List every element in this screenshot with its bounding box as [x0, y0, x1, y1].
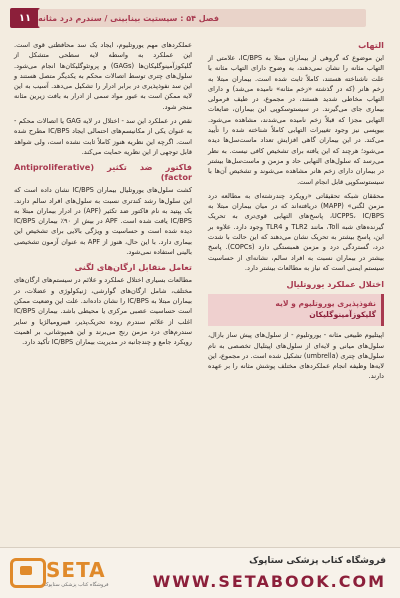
page-number: ۱۱	[10, 8, 40, 28]
footer-banner	[0, 547, 400, 598]
paragraph: عملکردهای مهم یوروتلیوم، ایجاد یک سد محافظتی قوی است. این عملکرد به واسطه لایه سطحی متشکل از گلیکوزآمینوگلیکان‌ها (GAGs) و پروتئوگلیکان‌ها انجام می‌شود. سلول‌های چتری توسط اتصالات محکم به یکدیگر متصل هستند و این سد نفوذپذیری در برابر ادرار را تشکیل می‌دهد. آسیب به این لایه ممکن است به عبور مواد سمی از ادرار به بافت زیرین مثانه منجر شود.	[14, 41, 192, 111]
logo-subtitle: فروشگاه کتاب پزشکی ستاپوک	[44, 582, 109, 588]
page-header	[0, 0, 400, 36]
subheading-line-2: گلیکوزآمینوگلیکان	[309, 310, 376, 320]
left-column	[14, 40, 192, 351]
paragraph: محققان شبکه تحقیقاتی «رویکرد چندرشته‌ای به مطالعه درد مزمن لگنی» (MAPP) دریافته‌اند که در میان بیماران مبتلا به UCPPS، IC/BPS، پاسخ‌های التهابی قوی‌تری به تحریک گیرنده‌های شبه Toll، مانند TLR2 و TLR4 وجود دارد. علاوه بر این، پاسخ بیشتر به تحریک نشان می‌دهند که این حالت با شدت درد، گستردگی درد و مزمن همبستگی دارد (COPCs). پاسخ بیشتر در بیماران نسبت به افراد سالم، نشانه‌ای از حساسیت سیستم ایمنی است که نیاز به مطالعات بیشتر دارد.	[208, 191, 385, 272]
running-title-bar	[38, 9, 366, 27]
book-icon	[10, 558, 46, 588]
paragraph: مطالعات بسیاری اختلال عملکرد و علائم در سیستم‌های ارگان‌های مختلف، شامل ارگان‌های گوارشی، ژنیکولوژی و عضلات، در بیماران مبتلا به IC/BPS را نشان داده‌اند. علت این وضعیت ممکن است حساسیت عصبی مرکزی یا محیطی باشد. بیماران IC/BPS اغلب از علائم سندرم روده تحریک‌پذیر، فیبرومیالژیا و سایر سندرم‌های درد مزمن رنج می‌برند و این همپوشانی، بر اهمیت رویکرد جامع و چندجانبه در مدیریت بیماران IC/BPS تأکید دارد.	[14, 276, 192, 347]
paragraph: اپیتلیوم طبیعی مثانه - یوروتلیوم - از سلول‌های پیش ساز بازال، سلول‌های میانی و لایه‌ای از سلول‌های اپیتلیال تخصصی به نام سلول‌های چتری (umbrella) تشکیل شده است. در مجموع، این لایه‌ها وظیفه انجام عملکردهای مختلف پوشش مثانه را بر عهده دارند.	[208, 331, 384, 381]
section-title-pelvic-organs: تعامل متقابل ارگان‌های لگنی	[74, 262, 192, 273]
section-title-inflammation: التهاب	[358, 40, 384, 50]
section-title-urothelial: اختلال عملکرد یوروتلیال	[286, 279, 384, 290]
paragraph: نقص در عملکرد این سد - اختلال در لایه GAG یا اتصالات محکم - به عنوان یکی از مکانیسم‌های احتمالی ایجاد IC/BPS مطرح شده است. اگرچه این نظریه هنوز کاملاً ثابت نشده است، ولی شواهد قابل توجهی از این نظریه حمایت می‌کند.	[14, 117, 192, 156]
running-title: فصل ۵۴ : سیستیت بینابینی / سندرم درد مثانه	[38, 13, 219, 23]
subheading-box	[208, 294, 384, 326]
paragraph: کشت سلول‌های یوروتلیال بیماران IC/BPS نشان داده است که این سلول‌ها رشد کندتری نسبت به سلول‌های افراد سالم دارند. یک پپتید به نام فاکتور ضد تکثیر (APF) در ادرار بیماران مبتلا به IC/BPS یافت شده است. APF در بیش از ۹۰٪ بیماران IC/BPS دیده شده است و حساسیت و ویژگی بالایی برای تشخیص این بیماری دارد. با این حال، هنوز از APF به عنوان آزمون تشخیصی بالینی استفاده نمی‌شود.	[14, 186, 193, 257]
logo-wordmark: SETA	[46, 558, 106, 582]
store-name: فروشگاه کتاب پزشکی ستاپوک	[249, 556, 386, 566]
store-url-link[interactable]: WWW.SETABOOK.COM	[152, 572, 386, 591]
right-column	[208, 40, 384, 386]
section-title-apf: فاکتور ضد تکثیر (Antiproliferative factor)	[14, 162, 192, 183]
paragraph: این موضوع که گروهی از بیماران مبتلا به IC/BPS، علامتی از التهاب مثانه را نشان نمی‌دهند، به وضوح دارای التهاب مثانه با علت ناشناخته هستند، کاملاً ثابت شده است. بیماران مبتلا به زخم هانر (که در گذشته «زخم مثانه» نامیده می‌شد) و دارای التهاب مخاطی شدید هستند، در مجموع، در طیف فرمولی بیماری جای می‌گیرند. در سیستوسکوپی این بیماران، ضایعات التهابی مجزا که قبلاً زخم نامیده می‌شدند، مشاهده می‌شود. بیوپسی نیز وجود تغییرات التهابی کاملاً شناخته شده را تأیید می‌کند. در این بیماران گاهی افزایش تعداد ماست‌سل‌ها دیده می‌شود؛ هرچند که این یافته برای تشخیص کافی نیست. به نظر می‌رسد که سلول‌های التهابی حاد و مزمن و ماست‌سل‌ها بیشتر در بیماران دارای زخم هانر مشاهده می‌شوند و تشخیص آن‌ها با سیستوسکوپی قابل انجام است.	[208, 54, 384, 186]
subheading-line-1: نفوذپذیری یوروتلیوم و لایه	[275, 299, 376, 309]
store-logo[interactable]	[6, 554, 122, 592]
